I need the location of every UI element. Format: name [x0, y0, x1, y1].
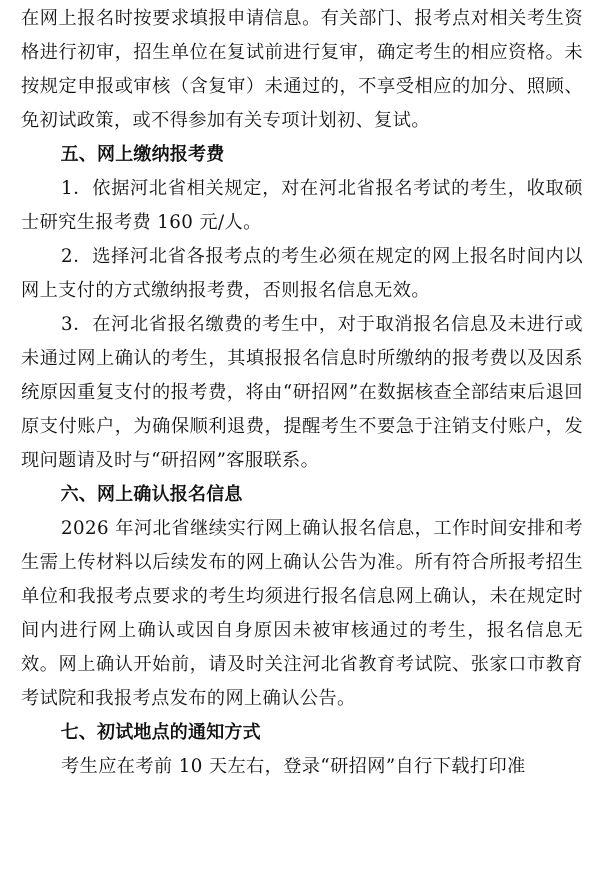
- section-heading-payment: 五、网上缴纳报考费: [60, 144, 225, 165]
- payment-item-1: 1．依据河北省相关规定，对在河北省报名考试的考生，收取硕士研究生报考费 160 元/人。: [21, 178, 583, 233]
- payment-item-2: 2．选择河北省各报考点的考生必须在规定的网上报名时间内以网上支付的方式缴纳报考费，否则报名信息无效。: [21, 246, 583, 301]
- section-heading-exam-location-notice: 七、初试地点的通知方式: [60, 722, 261, 743]
- payment-item-3: 3．在河北省报名缴费的考生中，对于取消报名信息及未进行或未通过网上确认的考生，其填报报名信息时所缴纳的报考费以及因系统原因重复支付的报考费，将由“研招网”在数据核查全部结束后退回原支付账户，为确保顺利退费，提醒考生不要急于注销支付账户，发现问题请及时与“研招网”客服联系。: [21, 314, 583, 471]
- exam-location-notice-paragraph: 考生应在考前 10 天左右，登录“研招网”自行下载打印准: [61, 756, 526, 777]
- section-heading-online-confirmation: 六、网上确认报名信息: [60, 484, 243, 505]
- online-confirmation-paragraph: 2026 年河北省继续实行网上确认报名信息，工作时间安排和考生需上传材料以后续发布的网上确认公告为准。所有符合所报考招生单位和我报考点要求的考生均须进行报名信息网上确认，未在规定时间内进行网上确认或因自身原因未被审核通过的考生，报名信息无效。网上确认开始前，请及时关注河北省教育考试院、张家口市教育考试院和我报考点发布的网上确认公告。: [21, 518, 583, 709]
- intro-paragraph: 在网上报名时按要求填报申请信息。有关部门、报考点对相关考生资格进行初审，招生单位在复试前进行复审，确定考生的相应资格。未按规定申报或审核（含复审）未通过的，不享受相应的加分、照顾、免初试政策，或不得参加有关专项计划初、复试。: [21, 8, 583, 131]
